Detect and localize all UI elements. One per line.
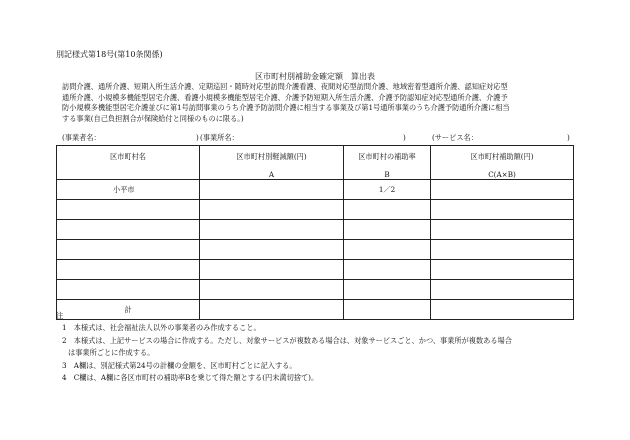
column-title: 区市町村補助額(円) [470, 152, 534, 161]
reduction-amount-cell[interactable] [200, 220, 344, 240]
note-item-continuation: は事業所ごとに作成する。 [68, 348, 155, 358]
subsidy-calculation-table [56, 145, 574, 320]
note-item: 4 C欄は、A欄に各区市町村の補助率Bを乗じて得た額とする(円未満切捨て)。 [62, 373, 319, 383]
note-item: 1 本様式は、社会福祉法人以外の事業者のみ作成すること。 [62, 323, 261, 333]
municipality-cell[interactable] [57, 240, 200, 260]
column-header-municipality [57, 146, 200, 180]
column-title: 区市町村別軽減額(円) [236, 152, 307, 161]
reduction-amount-cell[interactable] [200, 260, 344, 280]
office-name-close: ) [403, 133, 406, 142]
table-row [57, 220, 574, 240]
subsidy-rate-cell[interactable]: 1／2 [344, 180, 431, 200]
target-services-description [62, 82, 574, 124]
municipality-cell[interactable] [57, 220, 200, 240]
subsidy-amount-cell[interactable] [431, 260, 574, 280]
subsidy-amount-cell[interactable] [431, 220, 574, 240]
total-label: 計 [57, 300, 200, 320]
column-header-reduction [200, 146, 344, 180]
form-code: 別記様式第18号(第10条関係) [56, 50, 163, 59]
column-header-subsidy [431, 146, 574, 180]
subsidy-rate-cell[interactable] [344, 260, 431, 280]
operator-name-label: (事業者名： [62, 133, 101, 142]
intro-line: 訪問介護、通所介護、短期入所生活介護、定期巡回・随時対応型訪問介護看護、夜間対応型訪問介護、地域密着型通所介護、認知症対応型 [62, 82, 508, 91]
operator-name-close: ) [196, 133, 199, 142]
column-header-rate [344, 146, 431, 180]
subsidy-amount-cell[interactable] [431, 180, 574, 200]
municipality-cell[interactable]: 小平市 [57, 180, 200, 200]
intro-line: する事業(自己負担割合が保険給付と同様のものに限る。) [62, 113, 244, 123]
municipality-cell[interactable] [57, 260, 200, 280]
subsidy-amount-cell[interactable] [431, 240, 574, 260]
table-row [57, 260, 574, 280]
reduction-amount-cell[interactable] [200, 200, 344, 220]
applicant-info-row [0, 133, 630, 145]
table-row [57, 280, 574, 300]
subsidy-amount-cell[interactable] [431, 280, 574, 300]
column-code: A [268, 170, 275, 179]
column-title: 区市町村名 [110, 152, 146, 161]
office-name-label: (事業所名： [200, 133, 239, 142]
municipality-cell[interactable] [57, 200, 200, 220]
reduction-amount-cell[interactable] [200, 280, 344, 300]
service-name-label: (サービス名： [432, 133, 478, 142]
subsidy-rate-cell[interactable] [344, 280, 431, 300]
municipality-cell[interactable] [57, 280, 200, 300]
subsidy-rate-cell[interactable] [344, 240, 431, 260]
table-row [57, 180, 574, 200]
note-item: 3 A欄は、別記様式第24号の計欄の金額を、区市町村ごとに記入する。 [62, 360, 297, 370]
subsidy-amount-cell[interactable] [431, 200, 574, 220]
intro-line: 防小規模多機能型居宅介護並びに第1号訪問事業のうち介護予防訪問介護に相当する事業及び第1号通所事業のうち介護予防通所介護に相当 [62, 103, 510, 113]
document-title: 区市町村別補助金確定額 算出表 [255, 72, 375, 81]
reduction-amount-cell[interactable] [200, 240, 344, 260]
intro-line: 通所介護、小規模多機能型居宅介護、看護小規模多機能型居宅介護、介護予防短期入所生活介護、介護予防認知症対応型通所介護、介護予 [62, 92, 508, 102]
table-row [57, 240, 574, 260]
service-name-close: ) [567, 133, 570, 142]
note-item: 2 本様式は、上記サービスの場合に作成する。ただし、対象サービスが複数ある場合は、対象サービスごと、かつ、事業所が複数ある場合 [62, 335, 512, 345]
subsidy-rate-cell[interactable] [344, 200, 431, 220]
column-code: C(A×B) [488, 170, 516, 179]
table-header-row [57, 146, 574, 180]
column-code: B [384, 170, 390, 179]
reduction-amount-cell[interactable] [200, 180, 344, 200]
table-row [57, 200, 574, 220]
notes-section [56, 310, 576, 384]
subsidy-rate-cell[interactable] [344, 220, 431, 240]
notes-heading: 注 [56, 311, 64, 320]
column-title: 区市町村の補助率 [358, 152, 416, 161]
